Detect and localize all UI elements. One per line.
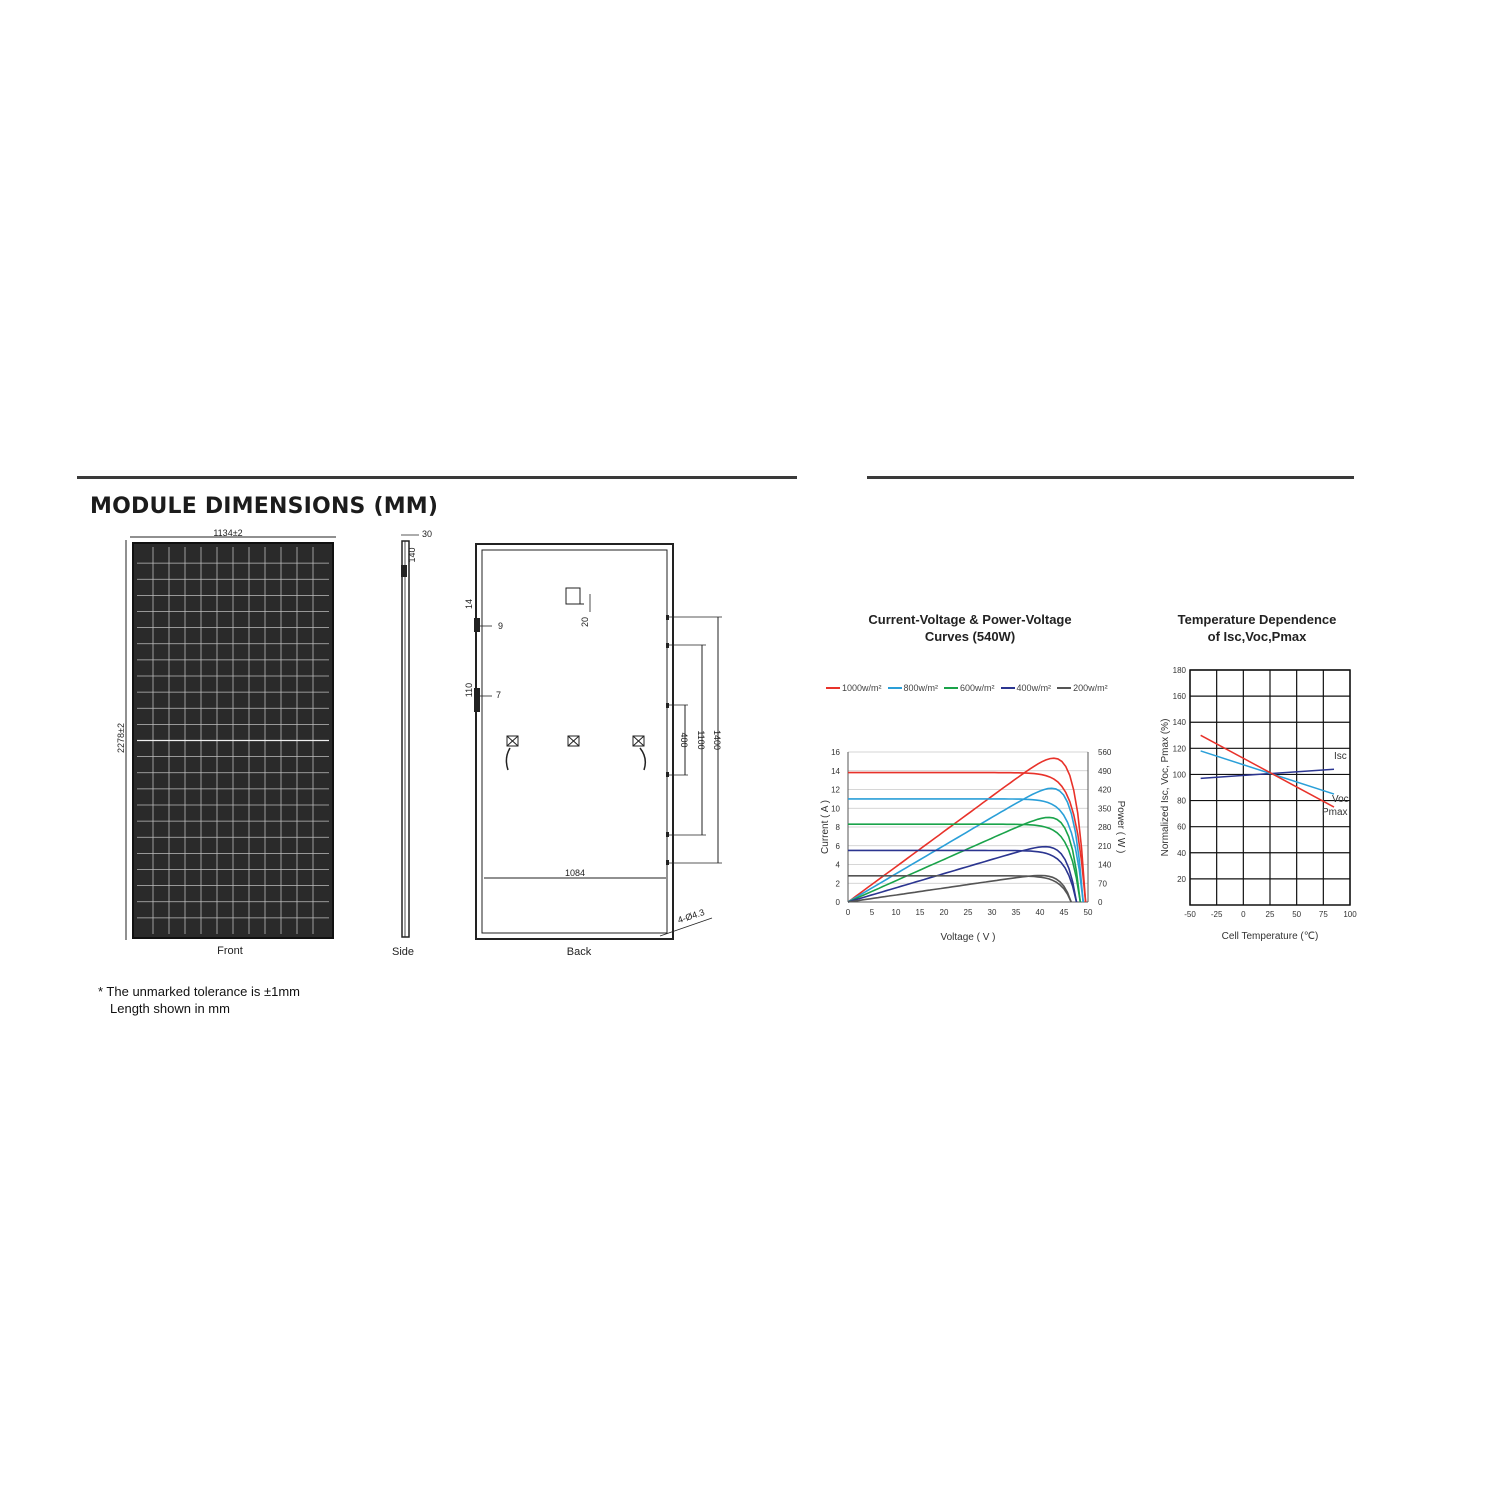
section-title: MODULE DIMENSIONS (MM) bbox=[90, 494, 439, 519]
tolerance-note-line1: * The unmarked tolerance is ±1mm bbox=[98, 984, 300, 999]
temp-x-label: Cell Temperature (℃) bbox=[1221, 931, 1319, 942]
side-label: Side bbox=[391, 946, 415, 958]
iv-y2-tick: 0 bbox=[1098, 898, 1103, 907]
temp-chart-title bbox=[1150, 611, 1364, 645]
back-dim-20: 20 bbox=[580, 616, 590, 628]
tolerance-note bbox=[98, 983, 300, 1017]
iv-curve-2 bbox=[848, 824, 1080, 902]
legend-item-1000: 1000w/m² bbox=[826, 683, 882, 693]
iv-y2-tick: 280 bbox=[1098, 823, 1112, 832]
iv-x-tick: 0 bbox=[845, 908, 851, 917]
back-dim-1084: 1084 bbox=[564, 868, 586, 878]
tolerance-note-line2: Length shown in mm bbox=[110, 1001, 230, 1016]
iv-chart-title-line2: Curves (540W) bbox=[924, 629, 1016, 644]
iv-y-tick: 14 bbox=[831, 766, 840, 776]
temp-y-tick: 20 bbox=[1177, 874, 1186, 884]
back-dim-1400: 1400 bbox=[712, 729, 722, 751]
temp-y-tick: 140 bbox=[1172, 718, 1186, 728]
front-width-dim: 1134±2 bbox=[213, 528, 243, 538]
back-holes-dim: 4-Ø4.3 bbox=[676, 907, 706, 926]
side-junction-box bbox=[401, 565, 407, 577]
iv-y2-tick: 210 bbox=[1098, 841, 1112, 851]
iv-chart-legend bbox=[826, 683, 1108, 693]
pv-curve-2 bbox=[848, 817, 1080, 902]
iv-y-label: Current ( A ) bbox=[820, 800, 831, 854]
temp-chart-title-line2: of Isc,Voc,Pmax bbox=[1207, 629, 1307, 644]
temp-x-tick: 75 bbox=[1318, 910, 1328, 919]
temp-chart-title-line1: Temperature Dependence bbox=[1177, 612, 1337, 627]
iv-y2-label: Power ( W ) bbox=[1115, 800, 1126, 854]
temp-series-label-voc: Voc bbox=[1332, 794, 1349, 806]
temp-y-tick: 60 bbox=[1177, 822, 1186, 832]
iv-x-tick: 25 bbox=[963, 908, 973, 917]
iv-curve-0 bbox=[848, 773, 1086, 902]
temp-series-label-isc: Isc bbox=[1334, 751, 1347, 763]
side-frame bbox=[402, 541, 409, 937]
pv-curve-4 bbox=[848, 876, 1071, 903]
iv-y-tick: 12 bbox=[831, 785, 840, 795]
iv-y-tick: 2 bbox=[835, 879, 840, 889]
iv-x-tick: 45 bbox=[1059, 908, 1069, 917]
side-view-drawing bbox=[385, 525, 435, 945]
legend-item-600: 600w/m² bbox=[944, 683, 995, 693]
front-height-dim: 2278±2 bbox=[116, 723, 126, 753]
temp-y-tick: 160 bbox=[1172, 692, 1186, 702]
iv-y-tick: 0 bbox=[835, 898, 840, 907]
temp-x-tick: -25 bbox=[1210, 910, 1223, 919]
iv-x-tick: 50 bbox=[1083, 908, 1093, 917]
iv-y2-tick: 420 bbox=[1098, 785, 1112, 795]
iv-y2-tick: 140 bbox=[1098, 860, 1112, 870]
temp-x-tick: 0 bbox=[1241, 910, 1246, 919]
side-edge-dim: 140 bbox=[407, 547, 417, 563]
temp-y-label: Normalized Isc, Voc, Pmax (%) bbox=[1160, 718, 1171, 857]
iv-y-tick: 8 bbox=[835, 823, 840, 832]
temp-y-tick: 40 bbox=[1177, 848, 1186, 858]
iv-y2-tick: 70 bbox=[1098, 879, 1107, 889]
back-dim-110: 110 bbox=[464, 682, 474, 698]
back-dim-7: 7 bbox=[496, 690, 502, 700]
right-section-rule bbox=[867, 476, 1354, 479]
iv-y-tick: 16 bbox=[831, 748, 840, 757]
iv-y2-tick: 560 bbox=[1098, 748, 1112, 757]
iv-x-tick: 5 bbox=[869, 908, 875, 917]
iv-x-tick: 40 bbox=[1035, 908, 1045, 917]
iv-curve-4 bbox=[848, 876, 1071, 902]
iv-x-tick: 15 bbox=[915, 908, 925, 917]
temp-x-tick: 25 bbox=[1265, 910, 1275, 919]
temp-y-tick: 80 bbox=[1177, 796, 1186, 806]
iv-x-tick: 20 bbox=[939, 908, 949, 917]
iv-x-tick: 30 bbox=[987, 908, 997, 917]
legend-item-800: 800w/m² bbox=[888, 683, 939, 693]
back-dim-400: 400 bbox=[679, 732, 689, 748]
iv-y-tick: 4 bbox=[835, 860, 840, 870]
iv-y2-tick: 350 bbox=[1098, 804, 1112, 814]
iv-y-tick: 10 bbox=[831, 804, 840, 814]
iv-chart-title bbox=[840, 611, 1100, 645]
front-label: Front bbox=[217, 945, 243, 957]
back-dim-9: 9 bbox=[498, 621, 504, 631]
temp-x-tick: 100 bbox=[1343, 910, 1357, 919]
left-section-rule bbox=[77, 476, 797, 479]
front-view-drawing bbox=[110, 528, 350, 948]
iv-x-tick: 10 bbox=[891, 908, 901, 917]
temp-x-tick: 50 bbox=[1292, 910, 1302, 919]
back-dim-1100: 1100 bbox=[696, 730, 706, 750]
temp-y-tick: 180 bbox=[1172, 666, 1186, 675]
back-label: Back bbox=[566, 946, 592, 958]
legend-item-400: 400w/m² bbox=[1001, 683, 1052, 693]
iv-x-tick: 35 bbox=[1011, 908, 1021, 917]
iv-y2-tick: 490 bbox=[1098, 766, 1112, 776]
legend-item-200: 200w/m² bbox=[1057, 683, 1108, 693]
side-thickness-dim: 30 bbox=[421, 529, 433, 539]
iv-pv-chart bbox=[812, 740, 1132, 955]
temp-series-label-pmax: Pmax bbox=[1322, 807, 1348, 819]
temp-y-tick: 100 bbox=[1172, 770, 1186, 780]
temperature-chart bbox=[1150, 660, 1370, 955]
pv-curve-3 bbox=[848, 847, 1077, 902]
iv-y-tick: 6 bbox=[835, 841, 840, 851]
temp-y-tick: 120 bbox=[1172, 744, 1186, 754]
iv-x-label: Voltage ( V ) bbox=[940, 932, 996, 943]
temp-x-tick: -50 bbox=[1184, 910, 1196, 919]
iv-chart-title-line1: Current-Voltage & Power-Voltage bbox=[868, 612, 1072, 627]
back-view-drawing bbox=[460, 538, 730, 948]
back-dim-14: 14 bbox=[464, 598, 474, 610]
